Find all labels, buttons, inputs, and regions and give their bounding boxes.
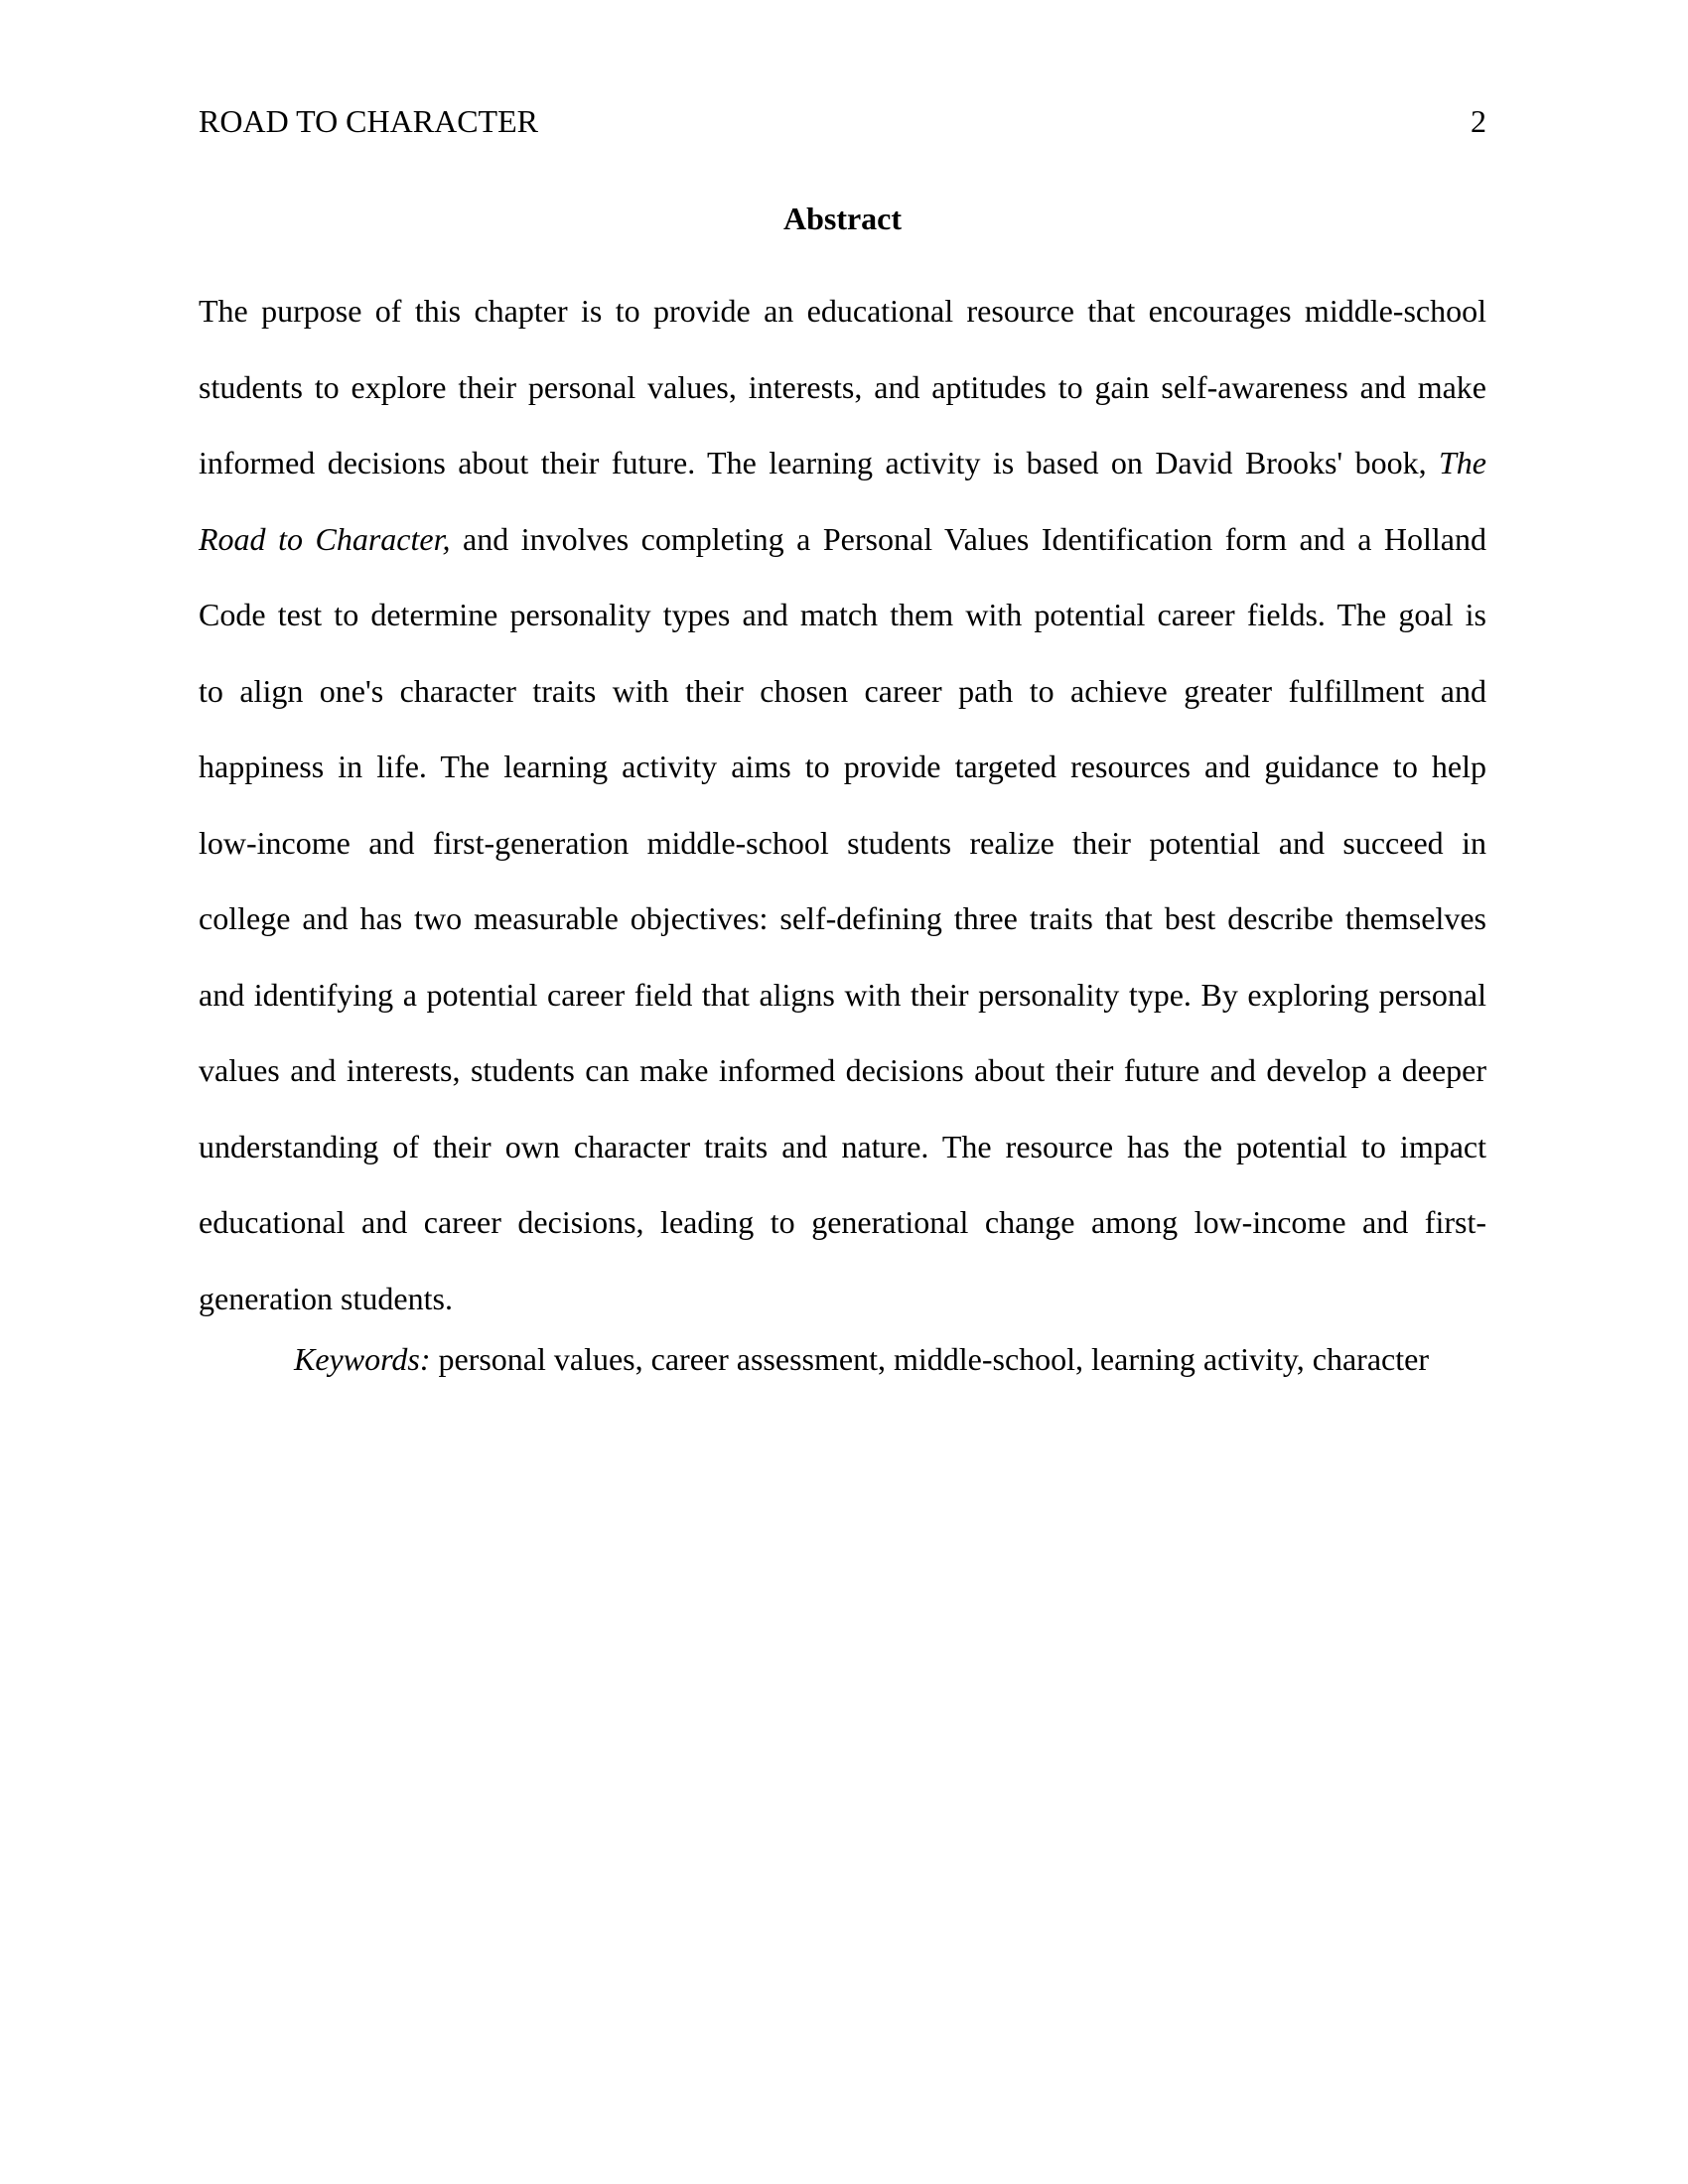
abstract-line: and identifying a potential career field that aligns with their personality type. By exploring personal — [199, 976, 1486, 1013]
keywords-label: Keywords: — [294, 1341, 431, 1377]
page-number: 2 — [1471, 103, 1486, 139]
keywords-text: personal values, career assessment, middle-school, learning activity, character — [430, 1341, 1429, 1377]
abstract-line: happiness in life. The learning activity aims to provide targeted resources and guidance to help — [199, 749, 1486, 784]
abstract-body — [199, 273, 1486, 1336]
abstract-line: to align one's character traits with their chosen career path to achieve greater fulfillment and — [199, 672, 1486, 709]
abstract-line-text: and involves completing a Personal Values Identification form and a Holland — [450, 520, 1487, 557]
running-head-title: ROAD TO CHARACTER — [199, 103, 538, 139]
abstract-heading: Abstract — [782, 201, 903, 236]
book-title-part-1: The — [1439, 445, 1486, 480]
abstract-line: educational and career decisions, leading to generational change among low-income and first- — [199, 1204, 1486, 1240]
abstract-line: The purpose of this chapter is to provide an educational resource that encourages middle-school — [199, 293, 1486, 329]
keywords — [294, 1337, 1486, 1381]
abstract-line: Code test to determine personality types and match them with potential career fields. The goal is — [199, 597, 1486, 632]
abstract-line: understanding of their own character traits and nature. The resource has the potential to impact — [199, 1128, 1486, 1164]
abstract-line: low-income and first-generation middle-school students realize their potential and succeed in — [199, 824, 1486, 861]
abstract-line — [199, 501, 1486, 578]
abstract-line: students to explore their personal values, interests, and aptitudes to gain self-awareness and make — [199, 368, 1486, 405]
abstract-line: college and has two measurable objectives: self-defining three traits that best describe themselves — [199, 900, 1486, 936]
abstract-line-text: informed decisions about their future. The learning activity is based on David Brooks' book, — [199, 445, 1439, 480]
abstract-line: values and interests, students can make informed decisions about their future and develop a deeper — [199, 1052, 1486, 1088]
running-head — [199, 99, 1486, 143]
book-title-part-2: Road to Character, — [199, 520, 451, 557]
abstract-line: generation students. — [199, 1280, 453, 1316]
abstract-line — [199, 425, 1486, 501]
